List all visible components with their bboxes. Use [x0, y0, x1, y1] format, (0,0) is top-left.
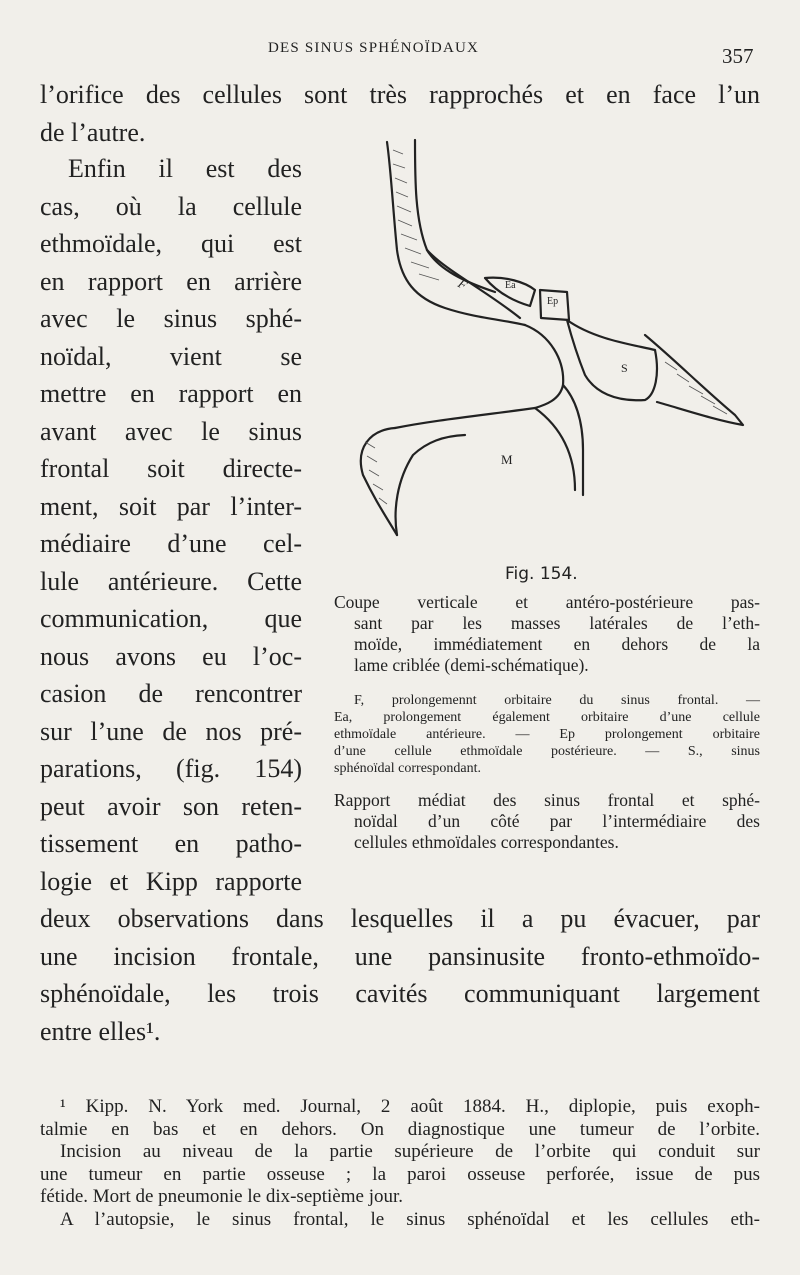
label-anterior-ethmoid: Ea [505, 280, 516, 291]
label-sphenoid: S [621, 361, 628, 375]
body-line: en rapport en arrière [40, 266, 302, 296]
body-line: peut avoir son reten- [40, 791, 302, 821]
caption-line: sant par les masses latérales de l’eth- [354, 613, 760, 633]
body-line: l’orifice des cellules sont très rapprochés et en face l’un [40, 80, 760, 109]
body-line: médiaire d’une cel- [40, 529, 302, 558]
footnote-line: fétide. Mort de pneumonie le dix-septième jour. [40, 1186, 404, 1207]
figure-number: Fig. 154. [505, 564, 578, 584]
body-line: noïdal, vient se [40, 341, 302, 371]
body-line: deux observations dans lesquelles il a pu évacuer, par [40, 904, 760, 933]
footnote-line: une tumeur en partie osseuse ; la paroi osseuse perforée, issue de pus [40, 1163, 760, 1185]
body-line: mettre en rapport en [40, 379, 302, 408]
body-bottom [40, 900, 760, 1050]
page-number: 357 [722, 44, 754, 68]
body-line: tissement en patho- [40, 829, 302, 858]
body-line: avant avec le sinus [40, 416, 302, 446]
body-line: avec le sinus sphé- [40, 304, 302, 333]
body-line: nous avons eu l’oc- [40, 641, 302, 671]
anatomical-section-drawing [335, 130, 765, 550]
footnote-line: talmie en bas et en dehors. On diagnostique une tumeur de l’orbite. [40, 1118, 760, 1140]
body-line: entre elles¹. [40, 1016, 161, 1046]
body-line: ment, soit par l’inter- [40, 491, 302, 521]
body-line: une incision frontale, une pansinusite fronto-ethmoïdo- [40, 941, 760, 971]
note-line: Rapport médiat des sinus frontal et sphé- [334, 790, 760, 810]
legend-line: F, prolongemennt orbitaire du sinus frontal. — [354, 693, 760, 708]
legend-line: ethmoïdale antérieure. — Ep prolongement orbitaire [334, 727, 760, 742]
body-line: sur l’une de nos pré- [40, 716, 302, 746]
body-line: de l’autre. [40, 117, 146, 147]
body-line: logie et Kipp rapporte [40, 866, 302, 896]
body-left-column [40, 150, 302, 900]
caption-line: moïde, immédiatement en dehors de la [354, 634, 760, 654]
figure-154 [335, 130, 765, 550]
caption-line: Coupe verticale et antéro-postérieure pas- [334, 592, 760, 612]
note-line: noïdal d’un côté par l’intermédiaire des [354, 811, 760, 831]
legend-line: d’une cellule ethmoïdale postérieure. — S., sinus [334, 744, 760, 759]
note-line: cellules ethmoïdales correspondantes. [354, 832, 619, 852]
body-line: Enfin il est des [68, 154, 302, 183]
footnote-line: ¹ Kipp. N. York med. Journal, 2 août 1884. H., diplopie, puis exoph- [60, 1096, 760, 1117]
label-posterior-ethmoid: Ep [547, 296, 559, 307]
legend-line: Ea, prolongement également orbitaire d’une cellule [334, 710, 760, 725]
caption-line: lame criblée (demi-schématique). [354, 655, 589, 675]
body-line: casion de rencontrer [40, 679, 302, 708]
label-frontal: F [455, 275, 470, 293]
figure-legend [334, 692, 760, 777]
figure-note [334, 790, 760, 853]
body-line: lule antérieure. Cette [40, 566, 302, 596]
body-line: communication, que [40, 604, 302, 633]
running-title: DES SINUS SPHÉNOÏDAUX [268, 40, 480, 56]
legend-line: sphénoïdal correspondant. [334, 761, 481, 776]
footnote-line: A l’autopsie, le sinus frontal, le sinus sphénoïdal et les cellules eth- [60, 1208, 760, 1230]
body-line: sphénoïdale, les trois cavités communiquant largement [40, 979, 760, 1008]
body-line: frontal soit directe- [40, 454, 302, 483]
body-line: cas, où la cellule [40, 191, 302, 221]
footnote-line: Incision au niveau de la partie supérieure de l’orbite qui conduit sur [60, 1141, 760, 1162]
figure-caption [334, 592, 760, 676]
footnote [40, 1096, 760, 1231]
label-maxillary: M [501, 452, 513, 467]
body-line: ethmoïdale, qui est [40, 229, 302, 258]
body-line: parations, (fig. 154) [40, 754, 302, 783]
